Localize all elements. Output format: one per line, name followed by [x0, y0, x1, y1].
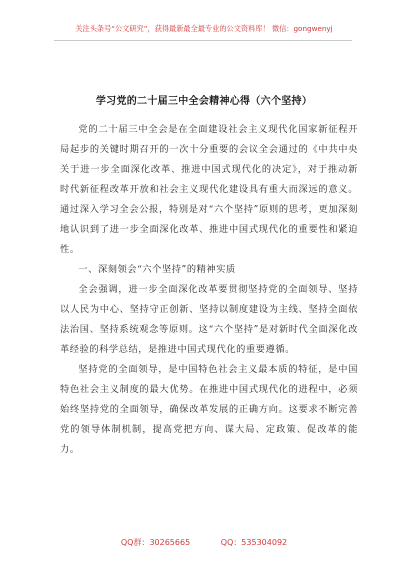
body-paragraph: 坚持党的全面领导，是中国特色社会主义最本质的特征，是中国特色社会主义制度的最大优势。在推进中国式现代化的进程中，必须始终坚持党的全面领导，确保改革发展的正确方向。这要求不断完善党的领导体制机制，提高党把方向、谋大局、定政策、促改革的能力。 [60, 364, 358, 455]
body-paragraph: 全会强调，进一步全面深化改革要贯彻坚持党的全面领导、坚持以人民为中心、坚持守正创新、坚持以制度建设为主线、坚持全面依法治国、坚持系统观念等原则。这“六个坚持”是对新时代全面深化改革经验的科学总结，是推进中国式现代化的重要遵循。 [60, 284, 358, 355]
document-body [60, 120, 358, 460]
document-title: 学习党的二十届三中全会精神心得（六个坚持） [95, 96, 313, 107]
footer-contact [0, 537, 408, 548]
body-paragraph: 党的二十届三中全会是在全面建设社会主义现代化国家新征程开局起步的关键时期召开的一次十分重要的会议全会通过的《中共中央关于进一步全面深化改革、推进中国式现代化的决定》，对于推动新时代新征程改革开放和社会主义现代化建设具有重大而深远的意义。通过深入学习全会公报，特别是对“六个坚持”原则的思考，更加深刻地认识到了进一步全面深化改革、推进中国式现代化的重要性和紧迫性。 [60, 124, 358, 255]
header-divider [54, 40, 352, 41]
section-heading: 一、深刻领会“六个坚持”的精神实质 [78, 264, 236, 275]
footer-qq-number: QQ：535304092 [220, 538, 288, 547]
footer-qq-group: QQ群：30265665 [120, 538, 191, 547]
header-promo-note: 关注头条号“公文研究”，获得最新最全最专业的公文资料库！ 微信：gongwenyj [75, 24, 333, 33]
